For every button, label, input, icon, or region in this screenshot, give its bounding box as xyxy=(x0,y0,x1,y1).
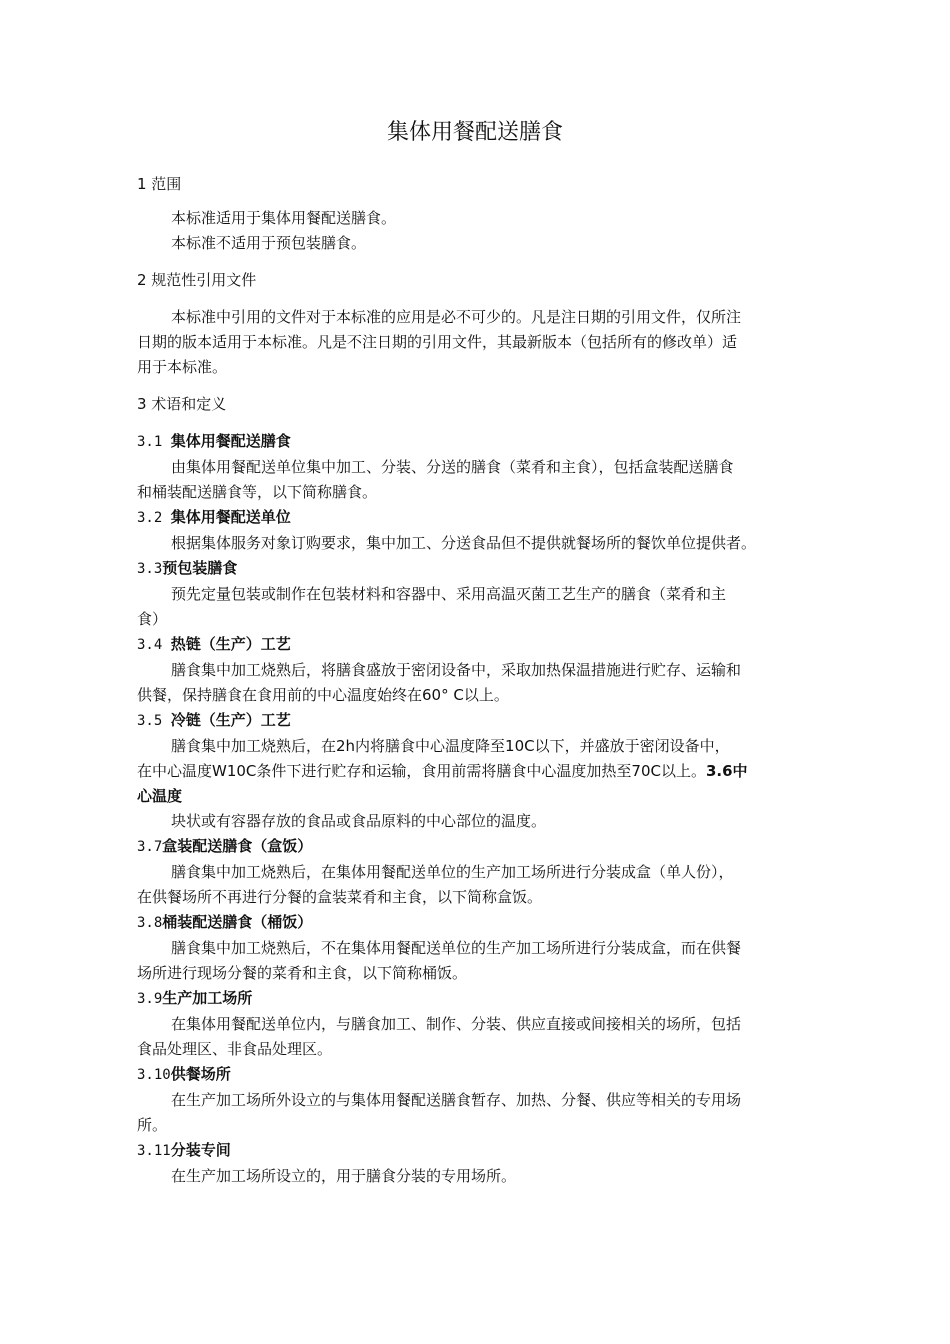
term-number: 3.2 xyxy=(137,510,171,526)
term-name: 生产加工场所 xyxy=(162,989,253,1007)
term-3-3-text: 食） xyxy=(137,610,168,628)
section-2-text-line: 本标准中引用的文件对于本标准的应用是必不可少的。凡是注日期的引用文件，仅所注 xyxy=(171,308,742,326)
term-3-6-heading-start: 3.6中 xyxy=(705,762,748,780)
term-3-5-text-segment: 在中心温度W10C条件下进行贮存和运输，食用前需将膳食中心温度加热至70C以上。 xyxy=(137,762,706,780)
term-number: 3.9 xyxy=(137,991,163,1007)
term-3-8-text: 膳食集中加工烧熟后，不在集体用餐配送单位的生产加工场所进行分装成盒，而在供餐 xyxy=(171,939,742,957)
term-name: 集体用餐配送单位 xyxy=(170,508,291,526)
term-3-11-heading xyxy=(137,1138,827,1164)
term-name: 集体用餐配送膳食 xyxy=(170,432,291,450)
term-name: 桶装配送膳食（桶饭） xyxy=(162,913,313,931)
term-3-1-text: 由集体用餐配送单位集中加工、分装、分送的膳食（菜肴和主食），包括盒装配送膳食 xyxy=(171,458,734,476)
term-3-4-heading xyxy=(137,632,827,658)
term-3-2-heading xyxy=(137,505,827,531)
term-3-5-text xyxy=(137,759,827,784)
section-2-text-line: 用于本标准。 xyxy=(137,358,228,376)
term-number: 3.7 xyxy=(137,839,163,855)
term-number: 3.3 xyxy=(137,561,163,577)
term-3-10-heading xyxy=(137,1062,827,1088)
term-name: 分装专间 xyxy=(170,1141,231,1159)
term-3-5-heading xyxy=(137,708,827,734)
term-number: 3.4 xyxy=(137,637,171,653)
term-name: 预包装膳食 xyxy=(162,559,238,577)
term-3-9-text: 食品处理区、非食品处理区。 xyxy=(137,1040,333,1058)
term-3-11-text: 在生产加工场所设立的，用于膳食分装的专用场所。 xyxy=(171,1167,517,1185)
term-3-6-text: 块状或有容器存放的食品或食品原料的中心部位的温度。 xyxy=(171,812,547,830)
document-title: 集体用餐配送膳食 xyxy=(386,120,563,145)
term-3-4-text: 供餐，保持膳食在食用前的中心温度始终在60° C以上。 xyxy=(137,686,509,704)
section-1-paragraph: 本标准适用于集体用餐配送膳食。 xyxy=(171,209,397,227)
section-1-paragraph: 本标准不适用于预包装膳食。 xyxy=(171,234,367,252)
term-3-8-text: 场所进行现场分餐的菜肴和主食，以下简称桶饭。 xyxy=(137,964,468,982)
term-3-3-text: 预先定量包装或制作在包装材料和容器中、采用高温灭菌工艺生产的膳食（菜肴和主 xyxy=(171,585,727,603)
term-3-9-text: 在集体用餐配送单位内，与膳食加工、制作、分装、供应直接或间接相关的场所，包括 xyxy=(171,1015,742,1033)
term-3-5-text: 膳食集中加工烧熟后，在2h内将膳食中心温度降至10C以下，并盛放于密闭设备中， xyxy=(171,737,730,755)
term-name: 热链（生产）工艺 xyxy=(170,635,291,653)
term-3-1-heading xyxy=(137,429,827,455)
term-number: 3.10 xyxy=(137,1067,171,1083)
term-number: 3.1 xyxy=(137,434,171,450)
term-3-7-text: 在供餐场所不再进行分餐的盒装菜肴和主食，以下简称盒饭。 xyxy=(137,888,543,906)
term-number: 3.11 xyxy=(137,1143,171,1159)
term-3-10-text: 在生产加工场所外设立的与集体用餐配送膳食暂存、加热、分餐、供应等相关的专用场 xyxy=(171,1091,742,1109)
term-3-1-text: 和桶装配送膳食等，以下简称膳食。 xyxy=(137,483,378,501)
term-3-2-text: 根据集体服务对象订购要求，集中加工、分送食品但不提供就餐场所的餐饮单位提供者。 xyxy=(171,534,757,552)
term-name: 供餐场所 xyxy=(170,1065,231,1083)
term-number: 3.8 xyxy=(137,915,163,931)
term-3-3-heading xyxy=(137,556,827,582)
term-3-9-heading xyxy=(137,986,827,1012)
section-3-heading: 3 术语和定义 xyxy=(137,395,227,413)
term-3-6-heading-end: 心温度 xyxy=(137,787,183,805)
term-3-10-text: 所。 xyxy=(137,1116,168,1134)
term-number: 3.5 xyxy=(137,713,171,729)
term-3-7-text: 膳食集中加工烧熟后，在集体用餐配送单位的生产加工场所进行分装成盒（单人份）， xyxy=(171,863,734,881)
section-2-heading: 2 规范性引用文件 xyxy=(137,271,257,289)
term-3-4-text: 膳食集中加工烧熟后，将膳食盛放于密闭设备中，采取加热保温措施进行贮存、运输和 xyxy=(171,661,742,679)
section-2-text-line: 日期的版本适用于本标准。凡是不注日期的引用文件，其最新版本（包括所有的修改单）适 xyxy=(137,333,738,351)
term-name: 盒装配送膳食（盒饭） xyxy=(162,837,313,855)
section-1-heading: 1 范围 xyxy=(137,175,182,193)
term-3-7-heading xyxy=(137,834,827,860)
term-3-8-heading xyxy=(137,910,827,936)
document-body xyxy=(137,172,827,1189)
term-name: 冷链（生产）工艺 xyxy=(170,711,291,729)
